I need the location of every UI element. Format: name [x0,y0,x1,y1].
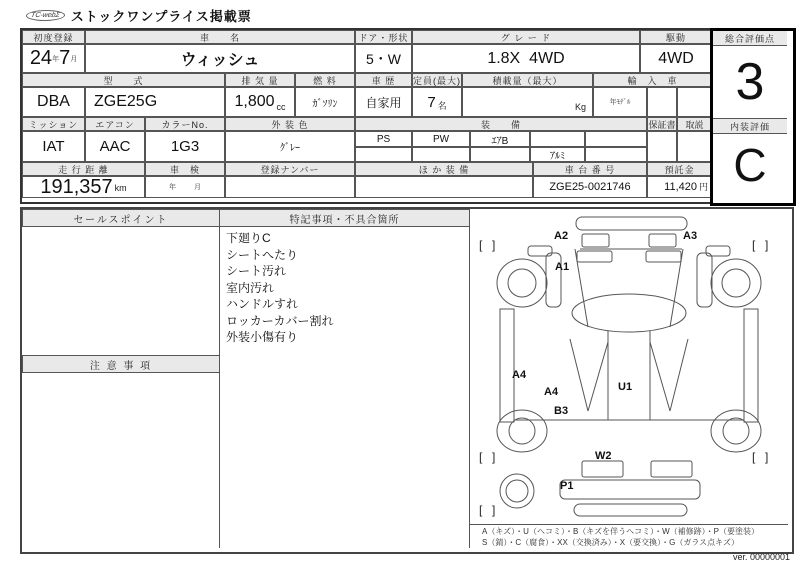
displacement-unit: cc [276,102,286,112]
model-code-value: ZGE25G [85,87,225,117]
shaken-label: 車 検 [145,162,225,176]
door-shape-label: ドア・形状 [355,30,412,44]
equipment-cell-7 [412,147,470,162]
sales-points-header: セールスポイント [22,209,220,227]
damage-mark-a1: A1 [555,261,570,273]
other-equip-label: ほ か 装 備 [355,162,533,176]
defect-list [226,230,466,346]
overall-rating-value: 3 [735,52,765,111]
fuel-label: 燃 料 [295,73,355,87]
aircon-label: エアコン [85,117,145,131]
drive-label: 駆動 [640,30,712,44]
import-car-cell-1 [647,87,677,117]
capacity-label: 定員(最大) [412,73,462,87]
model-prefix-value: DBA [22,87,85,117]
displacement-label: 排 気 量 [225,73,295,87]
equipment-label: 装 備 [355,117,647,131]
overall-rating-label: 総合評価点 [713,31,787,46]
bracket-mid-right: [ ] [752,450,770,464]
notes-header: 特記事項・不具合箇所 [219,209,470,227]
mileage-unit: km [114,183,127,193]
defect-item: ロッカーカバー割れ [226,313,334,328]
import-car-cell-2 [677,87,712,117]
equipment-airbag: ｴｱB [470,131,530,147]
vehicle-info-table [20,28,794,204]
equipment-cell-8 [470,147,530,162]
defect-item: 外装小傷有り [226,330,299,344]
shaken-year-unit: 年 [169,184,176,191]
mileage-number: 191,357 [40,176,113,198]
bracket-bottom-left: [ ] [479,503,497,517]
defect-item: シートへたり [226,247,299,262]
first-reg-year: 24 [29,47,53,69]
page-title: ストックワンプライス掲載票 [70,8,252,24]
load-unit: Kg [574,102,586,112]
version-text: ver. 00000001 [732,552,790,562]
page-header [26,6,252,24]
deposit-unit: 円 [698,182,708,192]
damage-mark-a4-1: A4 [512,369,527,381]
capacity-value [412,87,462,117]
fuel-value: ｶﾞｿﾘﾝ [295,87,355,117]
displacement-value [225,87,295,117]
bracket-mid-left: [ ] [479,450,497,464]
displacement-number: 1,800 [234,93,275,110]
grade-label: グ レ ー ド [412,30,640,44]
rating-box [710,28,796,206]
tcweb-logo: TC-webΣ [25,10,66,21]
defect-item: 室内汚れ [226,280,275,295]
deposit-number: 11,420 [664,181,697,193]
deposit-label: 預託金 [647,162,712,176]
warranty-label: 保証書 [647,117,677,131]
divider-left-middle [219,209,220,548]
manual-label: 取説 [677,117,712,131]
history-label: 車 歴 [355,73,412,87]
shaken-month-unit: 月 [194,184,201,191]
equipment-alloy: ｱﾙﾐ [530,147,585,162]
reg-number-label: 登録ナンバー [225,162,355,176]
car-damage-diagram [470,209,788,548]
first-reg-month-unit: 月 [70,55,78,63]
color-no-value: 1G3 [145,131,225,162]
lower-section [20,207,794,554]
import-car-note: 年ﾓﾃﾞﾙ [593,87,647,117]
first-registration-value [22,44,85,73]
caution-body [22,373,220,548]
history-value: 自家用 [355,87,412,117]
damage-mark-w2: W2 [595,450,612,462]
deposit-value [647,176,712,198]
chassis-value: ZGE25-0021746 [533,176,647,198]
car-name-value: ウィッシュ [85,44,355,73]
first-registration-label: 初度登録 [22,30,85,44]
defect-item: 下廻りC [226,231,271,245]
first-reg-year-unit: 年 [52,55,60,63]
defect-item: ハンドルすれ [226,297,299,311]
defect-item: シート汚れ [226,264,287,278]
legend-line-2: S（錆）・C（腐食）・XX（交換済み）・X（要交換）・G（ガラス点キズ） [482,537,739,547]
sales-points-body [22,227,220,355]
damage-mark-a4-2: A4 [544,386,559,398]
grade-value: 1.8X 4WD [412,44,640,73]
import-car-label: 輸 入 車 [593,73,712,87]
bracket-top-right: [ ] [752,238,770,252]
car-name-label: 車 名 [85,30,355,44]
load-value [462,87,593,117]
exterior-color-label: 外 装 色 [225,117,355,131]
manual-value [677,131,712,162]
damage-mark-a3: A3 [683,230,698,242]
exterior-color-value: ｸﾞﾚｰ [225,131,355,162]
equipment-cell-4 [530,131,585,147]
damage-mark-u1: U1 [618,381,633,393]
legend-line-1: A（キズ）・U（ヘコミ）・B（キズを伴うヘコミ）・W（補修跡）・P（要塗装） [482,527,760,536]
color-no-label: カラーNo. [145,117,225,131]
reg-number-value [225,176,355,198]
damage-mark-a2: A2 [554,230,569,242]
aircon-value: AAC [85,131,145,162]
damage-legend [470,524,788,548]
equipment-cell-6 [355,147,412,162]
mileage-label: 走 行 距 離 [22,162,145,176]
model-code-label: 型 式 [22,73,225,87]
chassis-label: 車 台 番 号 [533,162,647,176]
mileage-value [22,176,145,198]
drive-value: 4WD [640,44,712,73]
interior-rating-value: C [733,138,767,191]
interior-rating-label: 内装評価 [713,118,787,134]
door-shape-value: 5・W [355,44,412,73]
warranty-value [647,131,677,162]
mission-value: IAT [22,131,85,162]
equipment-ps: PS [355,131,412,147]
equipment-cell-10 [585,147,647,162]
capacity-unit: 名 [437,101,447,111]
caution-header: 注 意 事 項 [22,355,220,373]
equipment-pw: PW [412,131,470,147]
damage-mark-p1: P1 [560,480,574,492]
load-label: 積載量（最大） [462,73,593,87]
mission-label: ミッション [22,117,85,131]
shaken-value [145,176,225,198]
equipment-cell-5 [585,131,647,147]
bracket-top-left: [ ] [479,238,497,252]
capacity-number: 7 [427,93,436,111]
other-equip-value [355,176,533,198]
damage-mark-b3: B3 [554,405,569,417]
first-reg-month: 7 [59,47,71,69]
